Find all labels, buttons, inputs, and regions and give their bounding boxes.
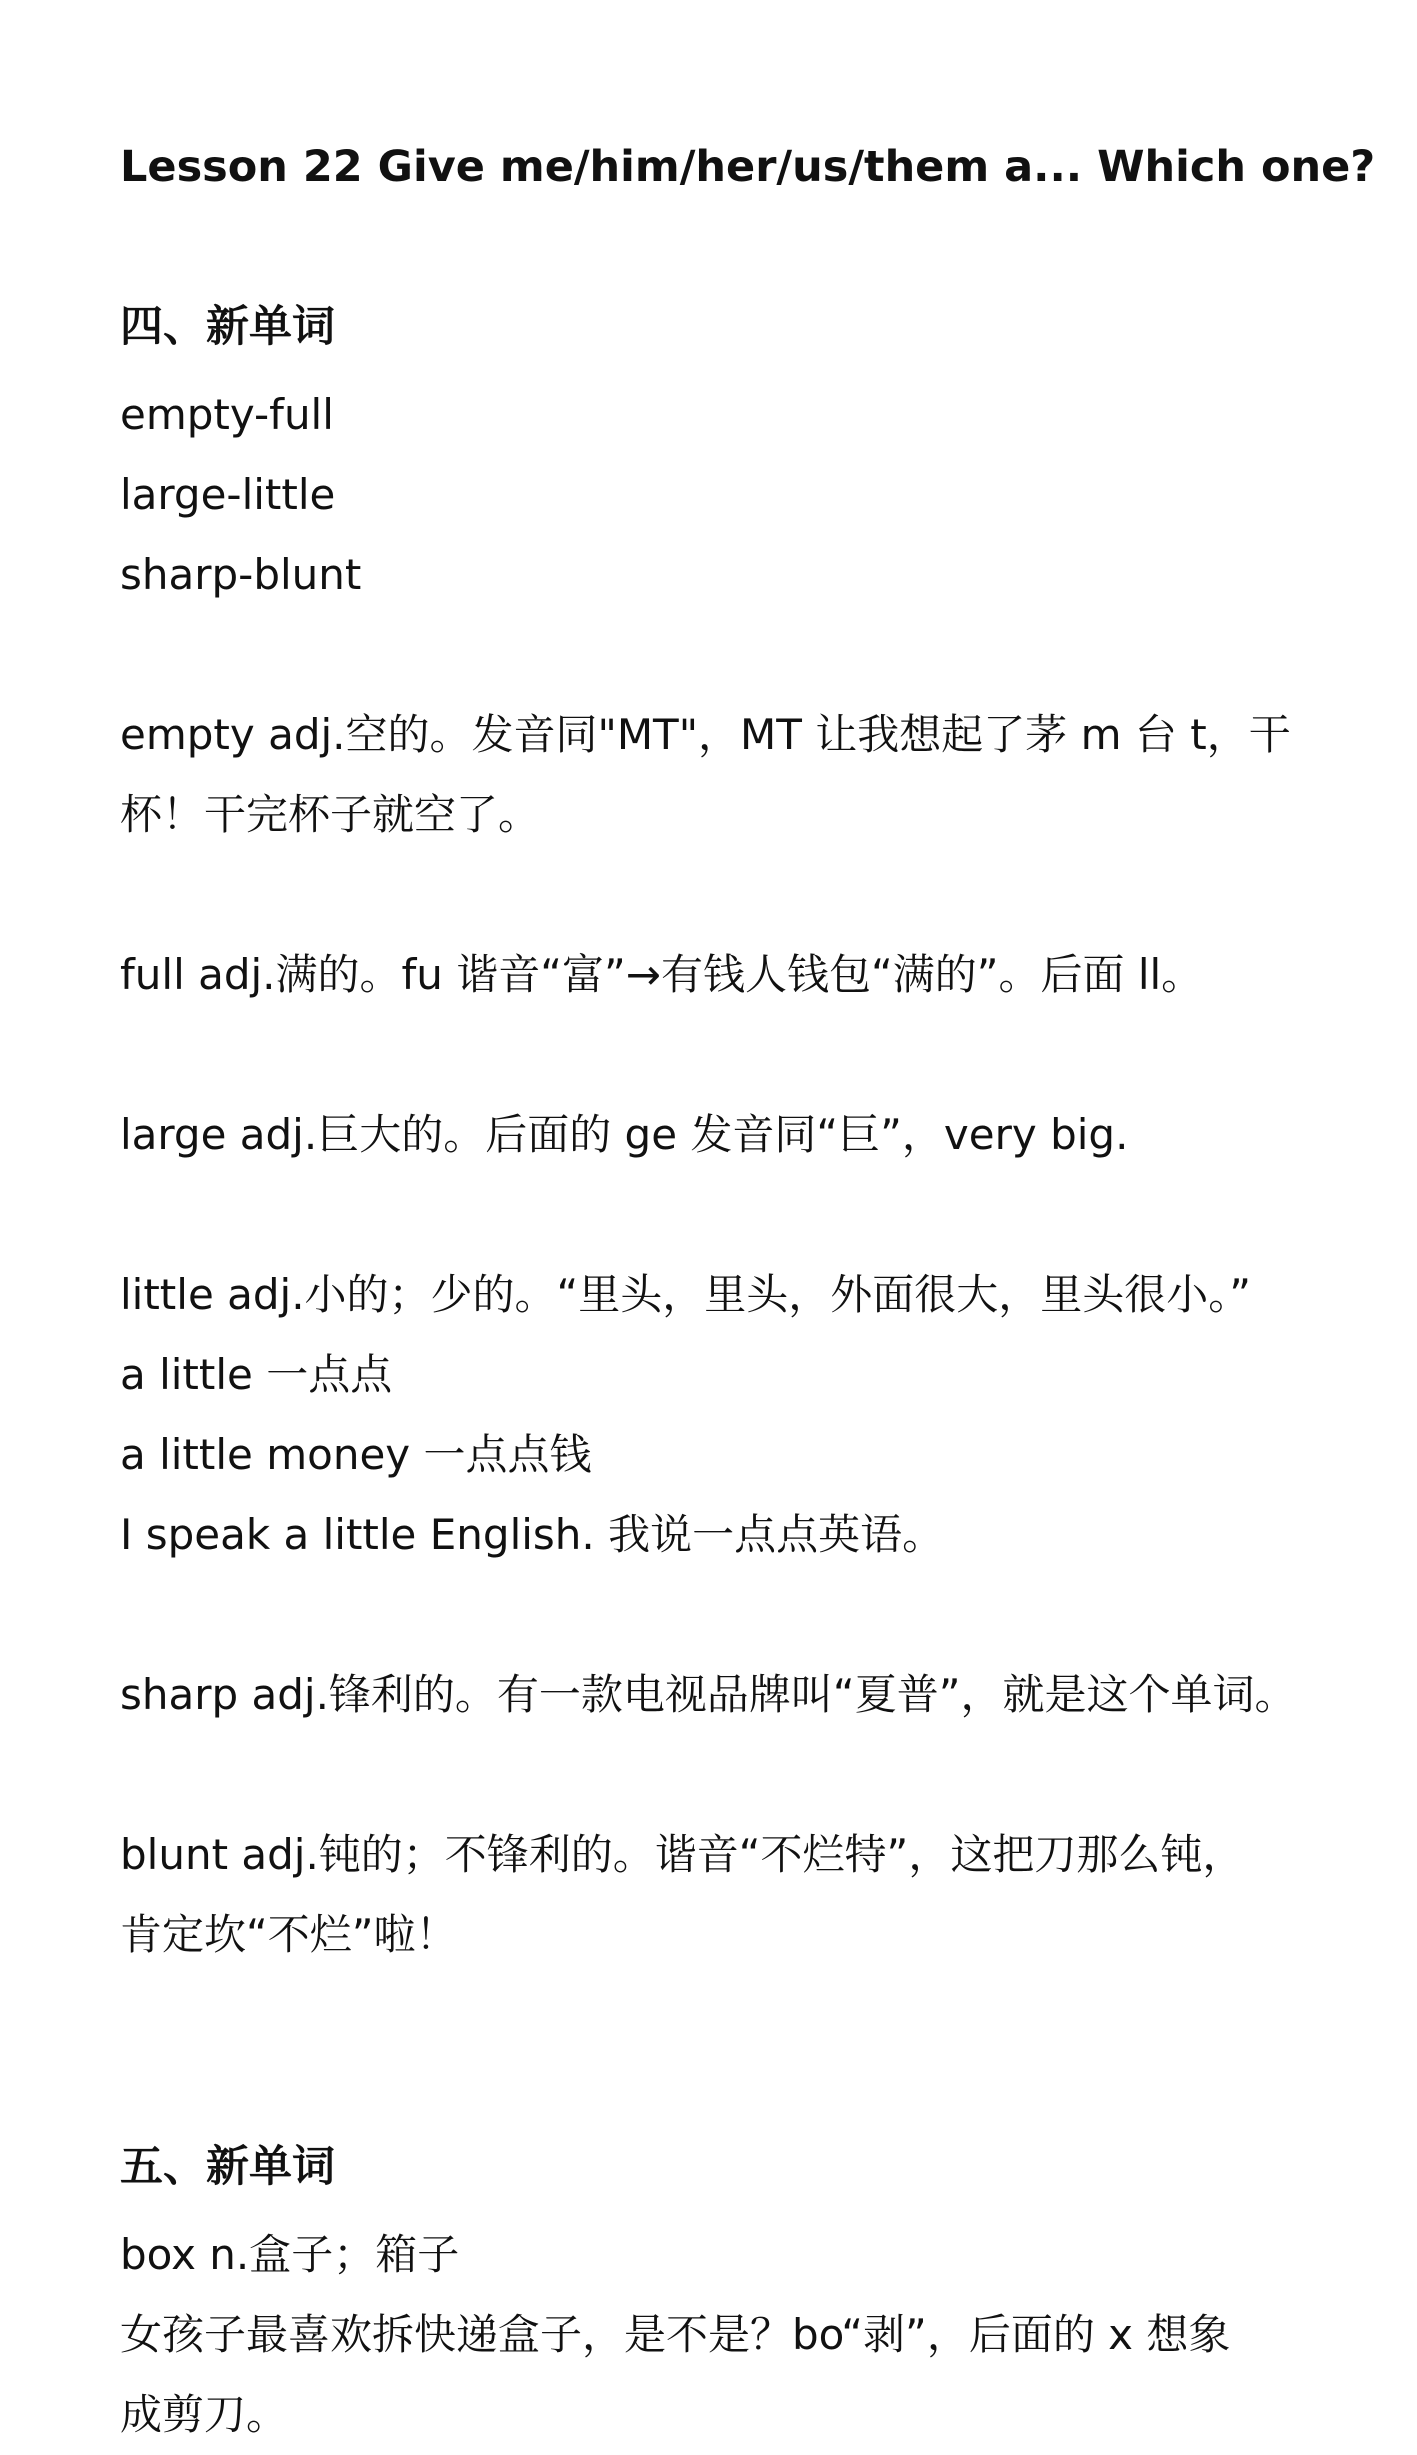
section-4-heading: 四、新单词: [120, 302, 335, 352]
sharp-definition: sharp adj.锋利的。有一款电视品牌叫“夏普”，就是这个单词。: [120, 1670, 1297, 1719]
word-pair: sharp-blunt: [120, 550, 362, 599]
document-page: [120, 135, 1376, 2455]
empty-definition-cont: 杯！干完杯子就空了。: [120, 790, 541, 839]
lesson-title: Lesson 22 Give me/him/her/us/them a... Which one?: [120, 142, 1376, 192]
full-definition: full adj.满的。fu 谐音“富”→有钱人钱包“满的”。后面 ll。: [120, 950, 1204, 999]
blunt-definition-cont: 肯定坎“不烂”啦！: [120, 1910, 458, 1959]
little-definition: little adj.小的；少的。“里头，里头，外面很大，里头很小。”: [120, 1270, 1252, 1319]
little-example: a little 一点点: [120, 1350, 393, 1399]
empty-definition: empty adj.空的。发音同"MT"，MT 让我想起了茅 m 台 t，干: [120, 710, 1291, 759]
blunt-definition: blunt adj.钝的；不锋利的。谐音“不烂特”，这把刀那么钝，: [120, 1830, 1245, 1879]
large-definition: large adj.巨大的。后面的 ge 发音同“巨”，very big.: [120, 1110, 1129, 1159]
box-note: 女孩子最喜欢拆快递盒子，是不是？bo“剥”，后面的 x 想象: [120, 2310, 1231, 2359]
word-pair: empty-full: [120, 390, 334, 439]
box-definition: box n.盒子；箱子: [120, 2230, 460, 2279]
word-pair: large-little: [120, 470, 336, 519]
little-example: I speak a little English. 我说一点点英语。: [120, 1510, 945, 1559]
little-example: a little money 一点点钱: [120, 1430, 592, 1479]
section-5-heading: 五、新单词: [120, 2142, 335, 2192]
box-note-cont: 成剪刀。: [120, 2390, 289, 2439]
